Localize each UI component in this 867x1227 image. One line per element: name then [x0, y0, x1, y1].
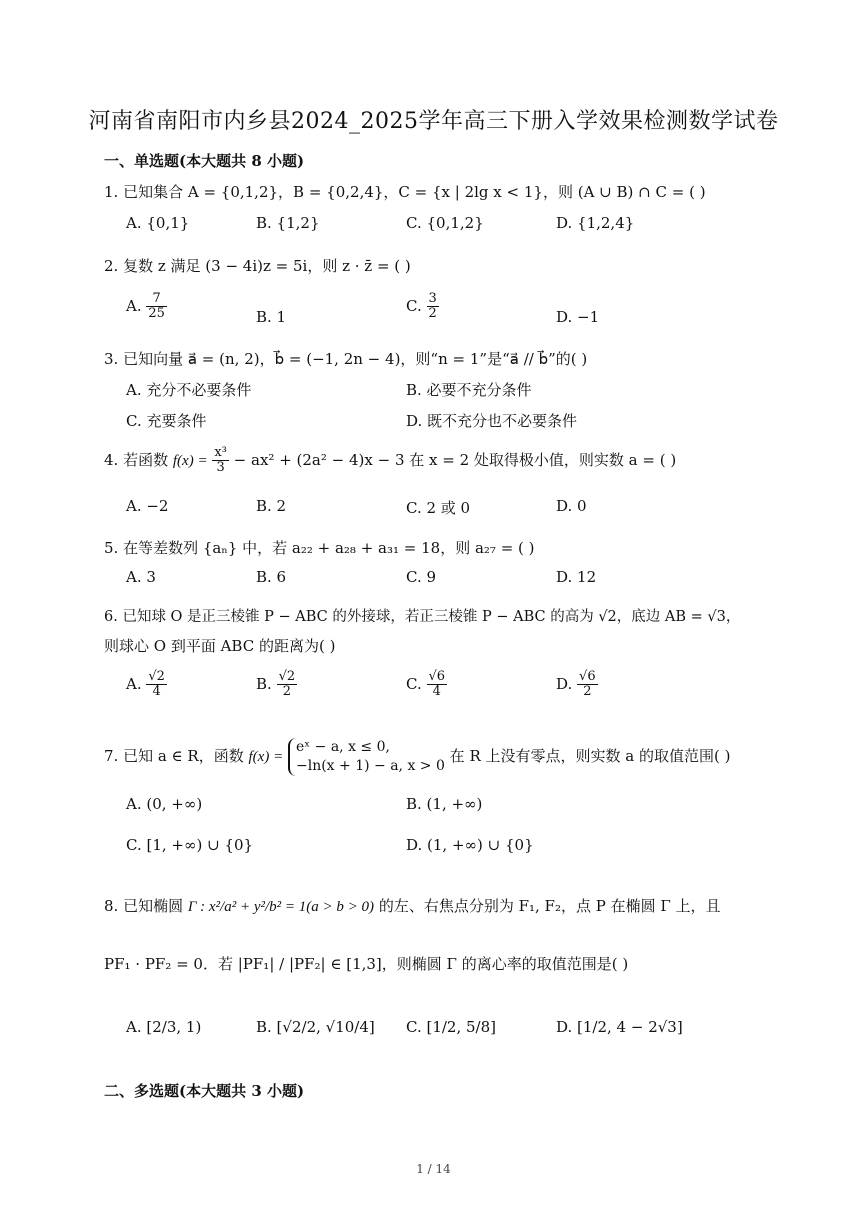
denominator: 4 [152, 684, 161, 700]
denominator: 2 [583, 684, 592, 700]
question-1-option-a: A. {0,1} [126, 214, 190, 232]
question-8-option-a: A. [2/3, 1) [126, 1018, 202, 1036]
stem-text: 4. 若函数 [104, 450, 169, 469]
stem-text: 的左、右焦点分别为 F₁, F₂，点 P 在椭圆 Γ 上，且 [378, 897, 721, 915]
question-2-stem: 2. 复数 z 满足 (3 − 4i)z = 5i，则 z · z̄ = ( ) [104, 257, 411, 275]
question-4-stem [104, 446, 676, 476]
question-7-option-d: D. (1, +∞) ∪ {0} [406, 836, 534, 854]
numerator: √2 [278, 669, 296, 684]
question-3-option-d: D. 既不充分也不必要条件 [406, 412, 578, 430]
question-4-option-a: A. −2 [126, 497, 169, 515]
question-3-option-a: A. 充分不必要条件 [126, 381, 252, 399]
question-4-option-c: C. 2 或 0 [406, 499, 471, 517]
numerator: 3 [428, 291, 437, 306]
numerator: 7 [146, 292, 167, 307]
question-3-option-b: B. 必要不充分条件 [406, 381, 532, 399]
question-5-stem: 5. 在等差数列 {aₙ} 中，若 a₂₂ + a₂₈ + a₃₁ = 18，则 a₂₇ = ( ) [104, 539, 535, 557]
question-7-option-c: C. [1, +∞) ∪ {0} [126, 836, 254, 854]
question-3-option-c: C. 充要条件 [126, 412, 207, 430]
function-lhs: f(x) = [172, 452, 208, 469]
question-5-option-a: A. 3 [126, 568, 156, 586]
question-1-stem: 1. 已知集合 A = {0,1,2}，B = {0,2,4}，C = {x | 2lg x < 1}，则 (A ∪ B) ∩ C = ( ) [104, 183, 706, 201]
stem-text: 7. 已知 a ∈ R，函数 [104, 746, 244, 765]
fraction [577, 670, 598, 700]
fraction [146, 670, 167, 700]
question-4-option-d: D. 0 [556, 497, 587, 515]
fraction [146, 292, 167, 322]
question-4-option-b: B. 2 [256, 497, 287, 515]
option-label: D. [556, 674, 573, 693]
question-2-option-b: B. 1 [256, 308, 287, 326]
option-label: C. [406, 296, 422, 315]
question-8-stem-line1 [104, 895, 721, 916]
numerator: x³ [214, 445, 227, 460]
question-1-option-c: C. {0,1,2} [406, 214, 484, 232]
question-8-option-d: D. [1/2, 4 − 2√3] [556, 1018, 683, 1036]
numerator: √2 [148, 669, 165, 684]
question-6-option-a [126, 670, 167, 700]
denominator: 25 [148, 306, 165, 322]
numerator: √6 [579, 669, 596, 684]
denominator: 2 [282, 684, 291, 700]
question-2-option-a [126, 292, 167, 322]
question-8-stem-line2: PF₁ · PF₂ = 0．若 |PF₁| / |PF₂| ∈ [1,3]，则椭圆 Γ 的离心率的取值范围是( ) [104, 955, 629, 973]
question-2-option-c [406, 292, 439, 322]
question-5-option-d: D. 12 [556, 568, 597, 586]
denominator: 3 [216, 460, 225, 476]
fraction [212, 446, 229, 476]
question-6-stem-line1: 6. 已知球 O 是正三棱锥 P − ABC 的外接球，若正三棱锥 P − ABC 的高为 √2，底边 AB = √3， [104, 609, 741, 625]
section-heading-multiple-choice: 二、多选题(本大题共 3 小题) [104, 1082, 305, 1100]
option-label: C. [406, 674, 422, 693]
option-label: A. [126, 296, 142, 315]
question-5-option-c: C. 9 [406, 568, 437, 586]
fraction [427, 292, 439, 322]
stem-text: 8. 已知椭圆 [104, 897, 184, 915]
question-6-option-b [256, 670, 297, 700]
function-lhs: f(x) = [248, 748, 284, 765]
numerator: √6 [428, 669, 446, 684]
question-1-option-d: D. {1,2,4} [556, 214, 635, 232]
question-8-option-b: B. [√2/2, √10/4] [256, 1018, 375, 1036]
piecewise-case-1: eˣ − a, x ≤ 0, [295, 739, 390, 755]
page-number: 1 / 14 [416, 1162, 451, 1176]
piecewise-case-2: −ln(x + 1) − a, x > 0 [295, 757, 445, 774]
piecewise-brace [288, 738, 445, 776]
section-heading-single-choice: 一、单选题(本大题共 8 小题) [104, 152, 305, 170]
page-title: 河南省南阳市内乡县2024_2025学年高三下册入学效果检测数学试卷 [88, 109, 779, 134]
ellipse-equation: Γ : x²/a² + y²/b² = 1(a > b > 0) [187, 899, 375, 915]
option-label: B. [256, 674, 272, 693]
question-5-option-b: B. 6 [256, 568, 287, 586]
question-3-stem: 3. 已知向量 a⃗ = (n, 2)，b⃗ = (−1, 2n − 4)，则“n = 1”是“a⃗ // b⃗”的( ) [104, 350, 588, 368]
question-6-option-d [556, 670, 598, 700]
question-1-option-b: B. {1,2} [256, 214, 320, 232]
denominator: 4 [432, 684, 441, 700]
question-7-option-a: A. (0, +∞) [126, 795, 203, 813]
question-8-option-c: C. [1/2, 5/8] [406, 1018, 496, 1036]
question-7-stem [104, 738, 730, 776]
question-2-option-d: D. −1 [556, 308, 600, 326]
fraction [427, 670, 448, 700]
question-7-option-b: B. (1, +∞) [406, 795, 483, 813]
question-6-stem-line2: 则球心 O 到平面 ABC 的距离为( ) [104, 637, 336, 655]
stem-text: − ax² + (2a² − 4)x − 3 在 x = 2 处取得极小值，则实数 a = ( ) [233, 450, 677, 469]
stem-text: 在 R 上没有零点，则实数 a 的取值范围( ) [449, 746, 731, 765]
fraction [277, 670, 298, 700]
denominator: 2 [428, 306, 437, 322]
question-6-option-c [406, 670, 447, 700]
option-label: A. [126, 674, 142, 693]
